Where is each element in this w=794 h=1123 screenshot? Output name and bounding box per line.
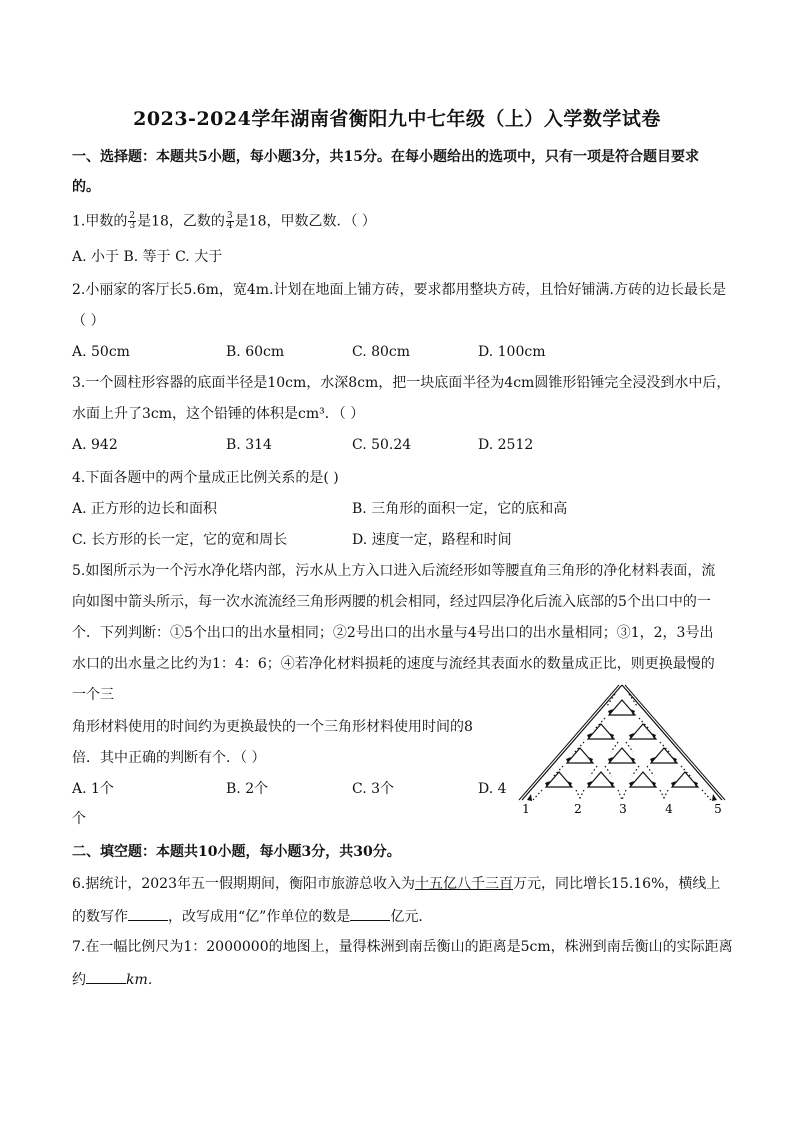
q7-line2-a: 约 [72,972,86,988]
q7-stem-line2 [72,969,162,989]
purification-tower-figure [515,682,730,817]
q2-stem-line1: 2.小丽家的客厅长5.6m，宽4m.计划在地面上铺方砖，要求都用整块方砖，且恰好铺满.方砖的边长最长是 [72,282,726,298]
q6-stem-line2 [72,906,432,926]
q3-option-b: B. 314 [226,437,272,453]
q6-post: 万元，同比增长15.16%，横线上 [513,876,721,892]
q5-option-b: B. 2个 [226,781,269,797]
q5-stem-line1: 5.如图所示为一个污水净化塔内部，污水从上方入口进入后流经形如等腰直角三角形的净化材料表面，流 [72,563,716,579]
q2-option-c: C. 80cm [352,344,411,360]
q5-stem-line7: 倍．其中正确的判断有个．（ ） [72,750,266,766]
q1-stem [72,212,376,231]
section2-heading: 二、填空题：本题共10小题，每小题3分，共30分。 [72,844,401,860]
q1-mid: 是18，乙数的 [137,213,225,230]
section1-heading-line2: 的。 [72,179,100,195]
filter-triangles [546,700,698,787]
q6-stem-line1 [72,875,720,893]
section1-heading-line1: 一、选择题：本题共5小题，每小题3分，共15分。在每小题给出的选项中，只有一项是符合题目要求 [72,149,699,165]
flow-lines [533,694,711,800]
q1-post: 是18，甲数乙数．（ ） [234,213,376,230]
q2-option-d: D. 100cm [478,344,546,360]
q5-option-c: C. 3个 [352,781,395,797]
outlet-label-5: 5 [714,802,722,816]
q4-option-d: D. 速度一定，路程和时间 [352,532,512,548]
q5-stem-line4: 水口的出水量之比约为1：4：6；④若净化材料损耗的速度与流经其表面水的数量成正比，则更换最慢的 [72,656,715,672]
q6-blank-1[interactable] [128,906,168,921]
outlet-label-2: 2 [574,802,582,816]
outlet-label-4: 4 [665,802,673,816]
q2-stem-line2: （ ） [72,313,105,329]
q7-line2-b: km． [126,972,162,988]
q6-line2-c: 亿元． [390,909,433,925]
q3-stem-line1: 3.一个圆柱形容器的底面半径是10cm，水深8cm，把一块底面半径为4cm圆锥形铅锤完全浸没到水中后， [72,375,731,391]
q6-pre: 6.据统计，2023年五一假期期间，衡阳市旅游总收入为 [72,876,415,892]
q5-option-d: D. 4 [478,781,507,797]
q3-option-d: D. 2512 [478,437,534,453]
q6-underlined-number: 十五亿八千三百 [415,876,513,892]
page-title: 2023-2024学年湖南省衡阳九中七年级（上）入学数学试卷 [133,108,661,130]
q6-blank-2[interactable] [350,906,390,921]
q5-stem-line3: 个．下列判断：①5个出口的出水量相同；②2号出口的出水量与4号出口的出水量相同；③1，2，3号出 [72,625,714,641]
q1-options: A. 小于 B. 等于 C. 大于 [72,249,223,265]
q3-option-a: A. 942 [72,437,118,453]
q5-option-a: A. 1个 [72,781,114,797]
q3-option-c: C. 50.24 [352,437,412,453]
q5-stem-line6: 角形材料使用的时间约为更换最快的一个三角形材料使用时间的8 [72,719,473,735]
q6-line2-b: ，改写成用“亿”作单位的数是 [168,909,351,925]
q4-stem: 4.下面各题中的两个量成正比例关系的是( ) [72,470,339,486]
q6-line2-a: 的数写作 [72,909,128,925]
q5-stem-line5: 一个三 [72,687,114,703]
q5-stem-line2: 向如图中箭头所示，每一次水流流经三角形两腰的机会相同，经过四层净化后流入底部的5个出口中的一 [72,594,711,610]
q1-fraction-1: $\frac{2}{3}$ [129,211,136,231]
q3-stem-line2: 水面上升了3cm，这个铅锤的体积是cm³．（ ） [72,406,365,422]
outlet-label-1: 1 [522,802,530,816]
outlet-label-3: 3 [619,802,627,816]
tower-left-wall [522,685,622,800]
q1-fraction-2: $\frac{3}{4}$ [226,211,233,231]
q7-blank[interactable] [86,969,126,984]
q2-option-a: A. 50cm [72,344,130,360]
q5-option-d-continued: 个 [72,811,86,827]
q4-option-c: C. 长方形的长一定，它的宽和周长 [72,532,288,548]
q7-stem-line1: 7.在一幅比例尺为1：2000000的地图上，量得株洲到南岳衡山的距离是5cm，株洲到南岳衡山的实际距离 [72,939,733,955]
q2-option-b: B. 60cm [226,344,285,360]
q1-pre: 1.甲数的 [72,213,128,230]
q4-option-b: B. 三角形的面积一定，它的底和高 [352,501,568,517]
q4-option-a: A. 正方形的边长和面积 [72,501,218,517]
